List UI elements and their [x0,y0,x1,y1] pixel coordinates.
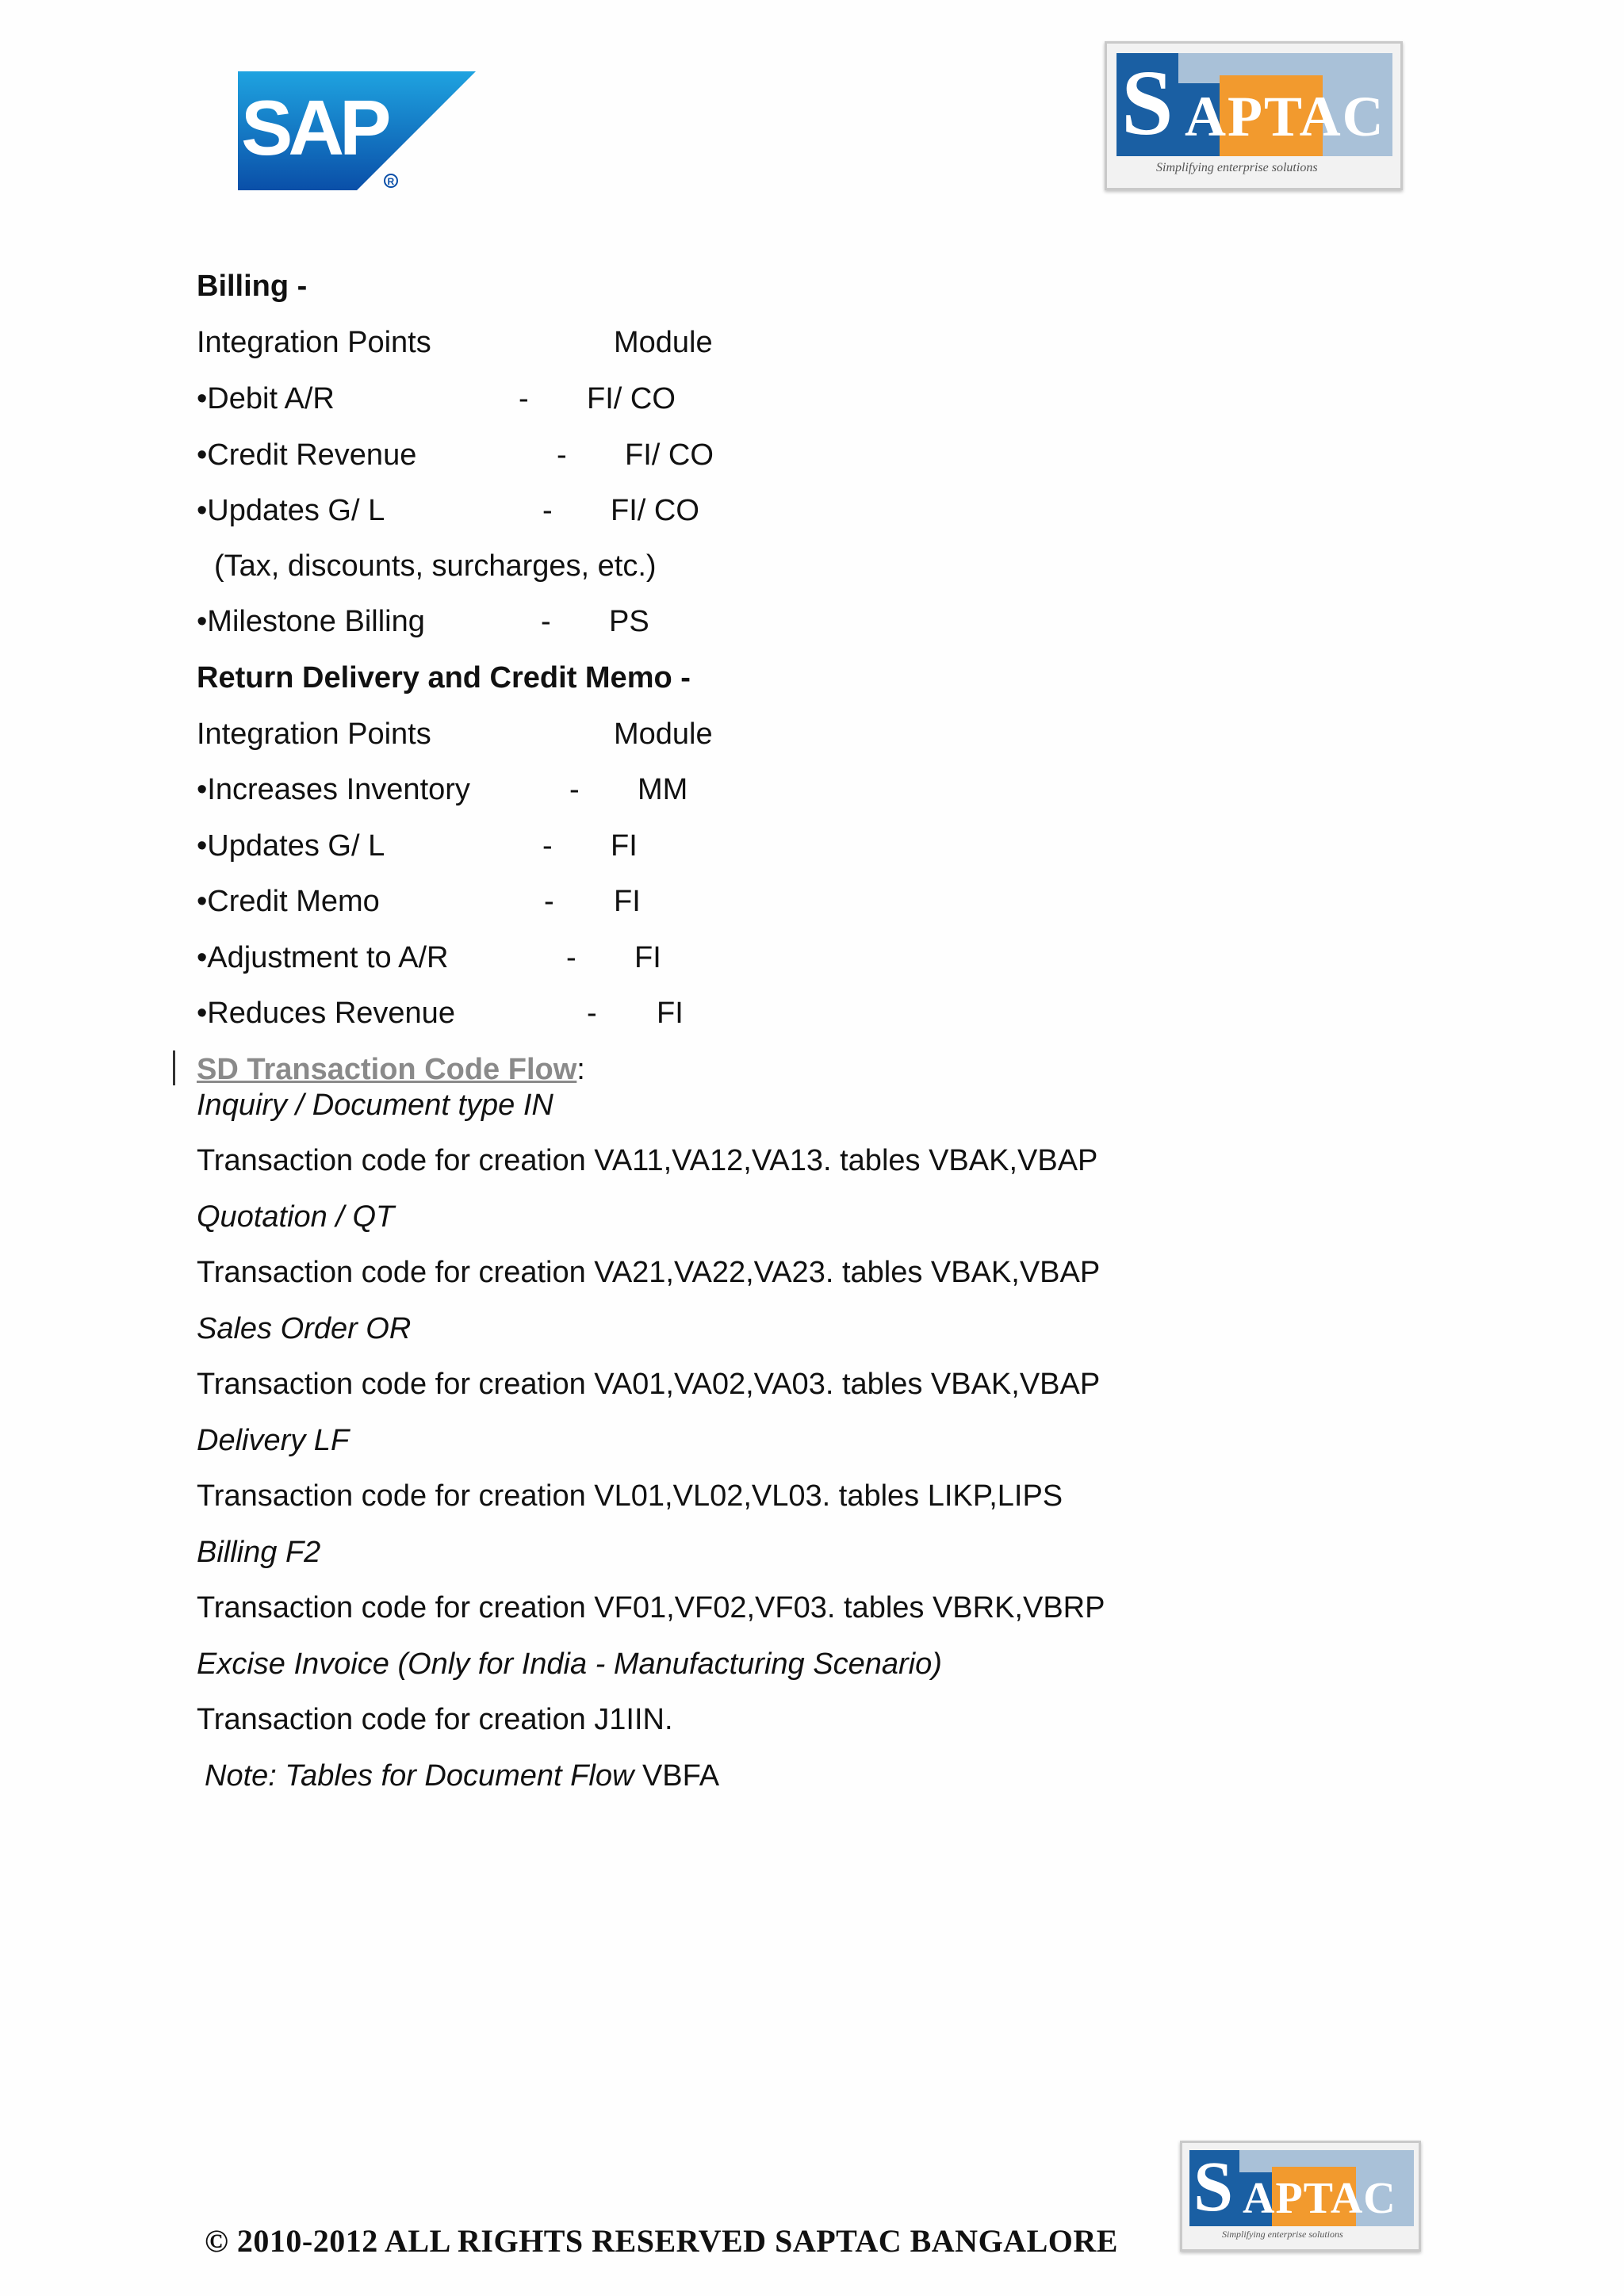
flow-note [205,1757,719,1795]
saptac-logo-initial: S [1121,51,1174,155]
billing-row-dash: - [542,494,553,527]
flow-item-label: Excise Invoice (Only for India - Manufacturing Scenario) [197,1647,942,1681]
billing-row-module: FI/ CO [625,438,714,472]
saptac-logo-tagline: Simplifying enterprise solutions [1156,161,1318,174]
billing-row-point: •Credit Revenue [197,438,417,472]
billing-row-point: •Milestone Billing [197,605,425,638]
saptac-logo [1105,41,1403,190]
flow-item-label: Sales Order OR [197,1312,412,1345]
returns-column-headers [197,715,713,753]
text-cursor [173,1050,175,1085]
returns-row-point: •Updates G/ L [197,829,385,863]
returns-row-module: FI [614,885,641,918]
flow-item-label: Quotation / QT [197,1200,395,1234]
returns-row-dash: - [566,941,576,974]
flow-item-label: Billing F2 [197,1536,321,1569]
flow-item-text: Transaction code for creation VF01,VF02,VF03. tables VBRK,VBRP [197,1591,1105,1624]
flow-item-text: Transaction code for creation VA21,VA22,VA23. tables VBAK,VBAP [197,1256,1101,1289]
returns-col-module: Module [614,718,713,751]
flow-item-label: Inquiry / Document type IN [197,1089,553,1122]
billing-row-module: FI/ CO [587,382,676,415]
sap-logo [238,71,476,190]
billing-row [197,380,676,418]
returns-row-module: FI [657,997,684,1030]
flow-item-text: Transaction code for creation VL01,VL02,VL03. tables LIKP,LIPS [197,1479,1063,1513]
billing-row-module: FI/ CO [611,494,699,527]
flow-note-label: Note: Tables for Document Flow [205,1759,634,1793]
billing-row [197,436,714,474]
billing-row-dash: - [519,382,529,415]
billing-row [197,603,649,641]
returns-col-points: Integration Points [197,718,431,751]
billing-row-note: (Tax, discounts, surcharges, etc.) [214,549,657,583]
returns-row [197,882,641,920]
saptac-logo-footer [1180,2141,1421,2252]
billing-row-point: •Debit A/R [197,382,335,415]
billing-col-module: Module [614,326,713,359]
returns-row-dash: - [569,773,580,806]
returns-row-point: •Increases Inventory [197,773,470,806]
flow-item-text: Transaction code for creation J1IIN. [197,1703,673,1736]
saptac-logo-footer-wordmark: APTAC [1243,2174,1396,2223]
returns-row [197,827,638,865]
returns-row-dash: - [587,997,597,1030]
billing-row [197,492,699,530]
returns-row-dash: - [542,829,553,863]
svg-text:R: R [387,176,395,187]
billing-heading: Billing - [197,270,308,303]
billing-row-point: •Updates G/ L [197,494,385,527]
returns-row-dash: - [544,885,554,918]
returns-row-module: MM [638,773,688,806]
sap-logo-text: SAP [241,84,387,171]
returns-row-module: FI [611,829,638,863]
returns-row-module: FI [634,941,661,974]
billing-row-dash: - [541,605,551,638]
flow-title-line [197,1050,585,1089]
flow-note-value: VBFA [634,1759,720,1793]
flow-item-text: Transaction code for creation VA01,VA02,VA03. tables VBAK,VBAP [197,1368,1101,1401]
flow-item-label: Delivery LF [197,1424,350,1457]
billing-row-dash: - [557,438,567,472]
returns-row [197,771,688,809]
saptac-logo-footer-tagline: Simplifying enterprise solutions [1222,2229,1343,2240]
billing-col-points: Integration Points [197,326,431,359]
billing-row-module: PS [609,605,649,638]
returns-row-point: •Adjustment to A/R [197,941,449,974]
returns-row-point: •Reduces Revenue [197,997,455,1030]
returns-row [197,994,684,1032]
returns-heading: Return Delivery and Credit Memo - [197,661,691,695]
flow-title-suffix: : [576,1053,585,1086]
returns-row [197,939,661,977]
saptac-logo-wordmark: APTAC [1185,85,1385,148]
footer-copyright: © 2010-2012 ALL RIGHTS RESERVED SAPTAC BANGALORE [205,2223,1118,2259]
billing-column-headers [197,323,713,362]
saptac-logo-footer-initial: S [1193,2148,1234,2226]
returns-row-point: •Credit Memo [197,885,380,918]
flow-title-link[interactable]: SD Transaction Code Flow [197,1053,577,1086]
flow-item-text: Transaction code for creation VA11,VA12,VA13. tables VBAK,VBAP [197,1144,1098,1177]
